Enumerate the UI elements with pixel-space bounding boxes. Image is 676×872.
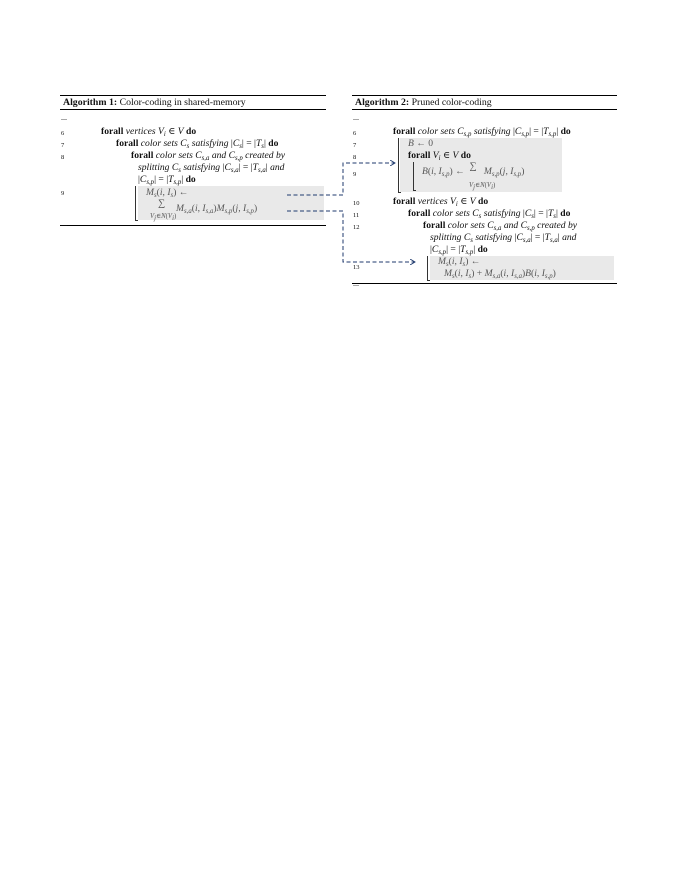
line-6: forall color sets $C_{s,p}$ satisfying $|C_{s,p}| = |T_{s,p}|$ do: [393, 126, 571, 139]
connector-lower: [287, 211, 415, 262]
ellipsis-top: ...: [61, 113, 67, 123]
ellipsis-top: ...: [353, 113, 359, 123]
line-9-sum: ∑: [158, 198, 166, 210]
line-number: 7: [353, 142, 357, 150]
caption-text: Pruned color-coding: [411, 97, 492, 108]
line-8: forall $V_i$ ∈ V do: [408, 150, 471, 163]
line-8: forall color sets $C_{s,a}$ and $C_{s,p}$ created by: [131, 150, 286, 163]
line-6: forall vertices $V_i$ ∈ V do: [101, 126, 197, 139]
caption-label: Algorithm 1:: [63, 97, 118, 108]
line-number: 13: [353, 264, 360, 272]
line-12-cont-1: splitting $C_s$ satisfying $|C_{s,a}| = |T_{s,a}|$ and: [430, 232, 577, 245]
ellipsis-bottom: ...: [353, 279, 359, 289]
line-13-rhs: $M_s(i$, $I_s) + M_{s,a}(i$, $I_{s,a})B(i$, $I_{s,p}$): [444, 268, 556, 281]
line-8-cont-2: $|C_{s,p}| = |T_{s,p}|$ do: [138, 174, 196, 187]
line-8-cont-1: splitting $C_s$ satisfying $|C_{s,a}| = |T_{s,a}|$ and: [138, 162, 285, 175]
line-number: 11: [353, 212, 360, 220]
line-number: 9: [353, 171, 357, 179]
line-number: 6: [61, 130, 65, 138]
line-7: forall color sets $C_s$ satisfying $|C_s| = |T_s|$ do: [116, 138, 279, 151]
line-9-sum-range: $V_j\in N(V_i)$: [150, 213, 177, 223]
line-9: B(i, $I_{s,p}$) ← ∑ $M_{s,p}(j$, $I_{s,p}$): [422, 161, 525, 179]
line-9-sum-range: $V_j\in N(V_i)$: [469, 182, 496, 192]
line-13-lhs: $M_s(i$, $I_s$) ←: [438, 256, 481, 269]
line-number: 8: [353, 154, 357, 162]
caption-label: Algorithm 2:: [355, 97, 410, 108]
ellipsis-bottom: ...: [61, 219, 67, 229]
connector-upper: [287, 163, 395, 195]
line-11: forall color sets $C_s$ satisfying $|C_s| = |T_s|$ do: [408, 208, 571, 221]
line-10: forall vertices $V_i$ ∈ V do: [393, 196, 489, 209]
caption-text: Color-coding in shared-memory: [119, 97, 246, 108]
line-7: B ← 0: [408, 138, 434, 150]
line-9-lhs: $M_s(i$, $I_s$) ←: [146, 187, 189, 200]
keyword-forall: forall: [101, 126, 124, 138]
line-number: 6: [353, 130, 357, 138]
line-9-rhs: $M_{s,a}(i$, $I_{s,a})M_{s,p}(j$, $I_{s,p}$): [176, 203, 258, 216]
line-number: 12: [353, 224, 360, 232]
algorithm-1-body: ... 6 forall vertices $V_i$ ∈ V do 7 forall color sets $C_s$ satisfying $|C_s| = |T_s|$ do 8 forall color sets $C_{s,a}$ and $C_{s,p}$ created by splitting $C_s$ satisfying $|C_{s,a}| = |T_{s,a}|$ and $|C_{s,p}| = |T_{s,p}|$ do 9 $M_s(i$, $I_s$) ← ∑ $M_{s,a}(i$, $I_{s,a})M_{s,p}(j$, $I_{s,p}$) $V_j\in N(V_i)$ ...: [60, 110, 326, 225]
line-12: forall color sets $C_{s,a}$ and $C_{s,p}$ created by: [423, 220, 578, 233]
keyword-do: do: [186, 126, 197, 138]
line-12-cont-2: $|C_{s,p}| = |T_{s,p}|$ do: [430, 244, 488, 257]
line-number: 10: [353, 200, 360, 208]
